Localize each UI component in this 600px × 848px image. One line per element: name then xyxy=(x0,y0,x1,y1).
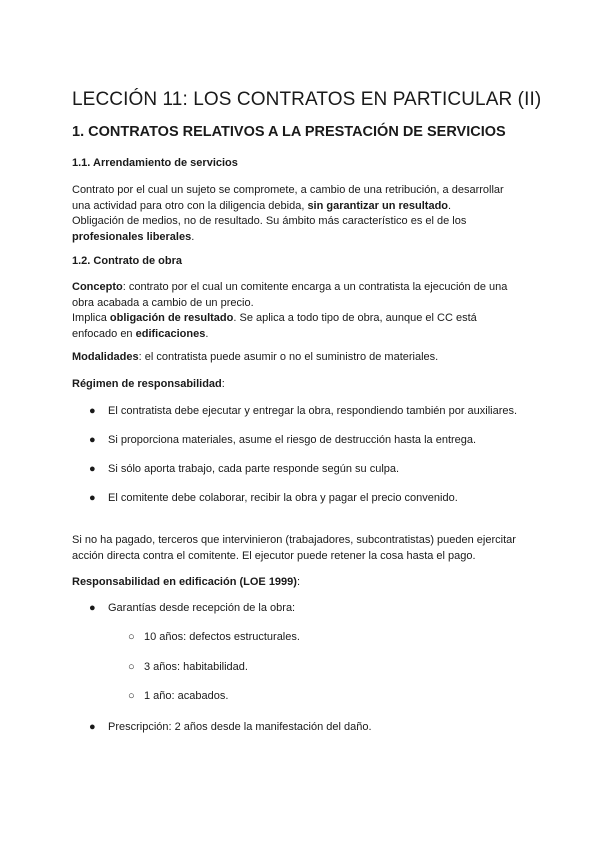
section-heading: 1. CONTRATOS RELATIVOS A LA PRESTACIÓN DE SERVICIOS xyxy=(72,124,506,140)
text-line: Implica obligación de resultado. Se aplica a todo tipo de obra, aunque el CC está xyxy=(72,312,477,324)
page-title: LECCIÓN 11: LOS CONTRATOS EN PARTICULAR (II) xyxy=(72,89,542,110)
modalidades-label: Modalidades xyxy=(72,351,139,363)
concepto-label: Concepto xyxy=(72,281,123,293)
accion-directa-paragraph xyxy=(72,533,542,564)
text-line: enfocado en edificaciones. xyxy=(72,327,209,340)
bullet-glyph: ● xyxy=(89,434,96,446)
bold-text: sin garantizar un resultado xyxy=(307,199,449,212)
concepto-paragraph xyxy=(72,280,542,342)
list-item: El contratista debe ejecutar y entregar la obra, respondiendo también por auxiliares. xyxy=(108,405,518,417)
list-item: Si proporciona materiales, asume el riesgo de destrucción hasta la entrega. xyxy=(108,434,477,446)
sub-list-item: 3 años: habitabilidad. xyxy=(144,661,248,673)
bold-text: profesionales liberales xyxy=(72,230,192,243)
list-item: Prescripción: 2 años desde la manifestación del daño. xyxy=(108,721,372,733)
bold-text: edificaciones xyxy=(135,327,206,340)
text-line: Si no ha pagado, terceros que intervinieron (trabajadores, subcontratistas) pueden ejercitar xyxy=(72,534,516,546)
subbullet-glyph: ○ xyxy=(128,690,135,702)
text-line: Obligación de medios, no de resultado. Su ámbito más característico es el de los xyxy=(72,215,467,227)
loe-heading: Responsabilidad en edificación (LOE 1999): xyxy=(72,576,301,588)
bullet-glyph: ● xyxy=(89,602,96,614)
subbullet-glyph: ○ xyxy=(128,661,135,673)
subbullet-glyph: ○ xyxy=(128,631,135,643)
bullet-glyph: ● xyxy=(89,463,96,475)
text-line: acción directa contra el comitente. El ejecutor puede retener la cosa hasta el pago. xyxy=(72,549,476,562)
bold-text: obligación de resultado xyxy=(109,312,234,324)
text-line: una actividad para otro con la diligencia debida, sin garantizar un resultado. xyxy=(72,199,452,212)
subsection-heading-obra: 1.2. Contrato de obra xyxy=(72,255,183,267)
modalidades-paragraph: Modalidades: el contratista puede asumir o no el suministro de materiales. xyxy=(72,351,439,363)
sub-list-item: 1 año: acabados. xyxy=(144,690,229,702)
text-line: Concepto: contrato por el cual un comitente encarga a un contratista la ejecución de una xyxy=(72,281,508,293)
sub-list-item: 10 años: defectos estructurales. xyxy=(144,631,300,643)
bullet-glyph: ● xyxy=(89,492,96,504)
regimen-label: Régimen de responsabilidad xyxy=(72,378,222,390)
bullet-glyph: ● xyxy=(89,405,96,417)
text-line: Contrato por el cual un sujeto se compromete, a cambio de una retribución, a desarrollar xyxy=(72,184,504,196)
text-line: obra acabada a cambio de un precio. xyxy=(72,296,254,309)
list-item: Garantías desde recepción de la obra: xyxy=(108,602,296,614)
arrendamiento-paragraph xyxy=(72,183,542,245)
subsection-heading-arrendamiento: 1.1. Arrendamiento de servicios xyxy=(72,157,238,169)
text-line: profesionales liberales. xyxy=(72,230,195,243)
list-item: El comitente debe colaborar, recibir la obra y pagar el precio convenido. xyxy=(108,492,458,504)
loe-label: Responsabilidad en edificación (LOE 1999) xyxy=(72,576,297,588)
bullet-glyph: ● xyxy=(89,721,96,733)
regimen-heading: Régimen de responsabilidad: xyxy=(72,378,225,390)
list-item: Si sólo aporta trabajo, cada parte responde según su culpa. xyxy=(108,463,400,475)
